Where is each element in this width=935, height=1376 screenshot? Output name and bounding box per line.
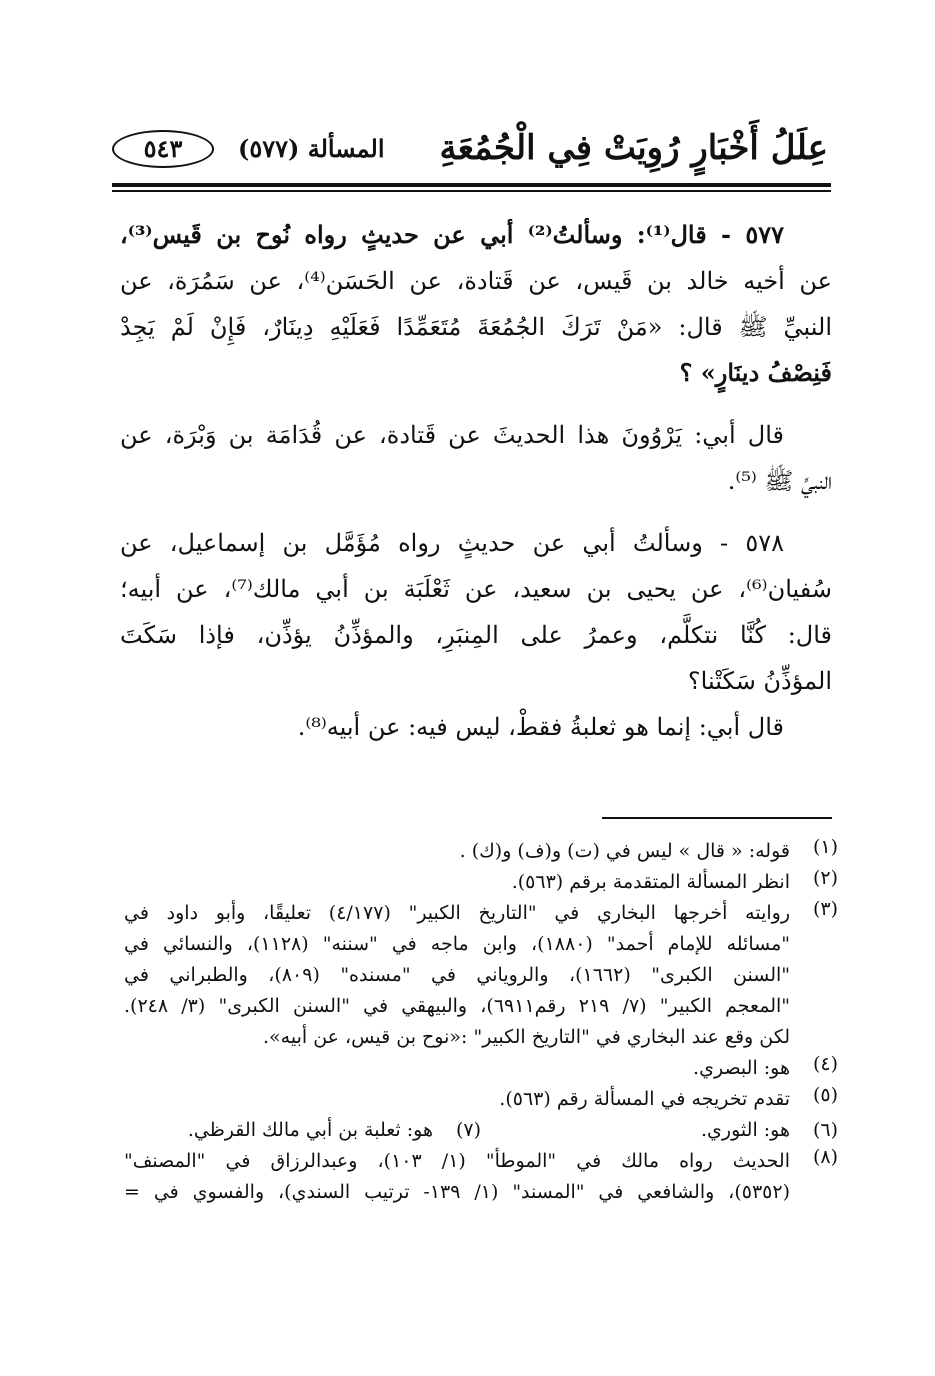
footnote-separator — [602, 817, 832, 819]
footnote-line: تقدم تخريجه في المسألة رقم (٥٦٣). — [499, 1088, 790, 1110]
footnote-line: "مسائله للإمام أحمد" (١٨٨٠)، وابن ماجه في "سننه" (١١٢٨)، والنسائي في — [124, 933, 790, 955]
footnote-line: انظر المسألة المتقدمة برقم (٥٦٣). — [511, 871, 790, 893]
footnote-number: (٦) — [812, 1119, 838, 1141]
paragraph-578-answer — [120, 704, 832, 750]
paragraph-577 — [120, 212, 832, 396]
paragraph-578 — [120, 520, 832, 704]
footnote-3 — [124, 898, 838, 1053]
footnote-1 — [124, 836, 838, 867]
footnote-line: "المعجم الكبير" (٧/ ٢١٩ رقم٦٩١١)، والبيهقي في "السنن الكبرى" (٣/ ٢٤٨). — [124, 995, 790, 1017]
issue-label: المسألة (٥٧٧) — [238, 134, 385, 163]
footnotes-6-7 — [124, 1115, 838, 1146]
footnote-7 — [124, 1115, 481, 1146]
text-line: النبيِّ ﷺ قال: «مَنْ تَرَكَ الجُمُعَةَ مُتَعَمِّدًا فَعَلَيْهِ دِينَارٌ، فَإِنْ لَمْ يَجِدْ — [120, 313, 832, 341]
header-rule-thick — [112, 183, 831, 187]
footnote-8 — [124, 1146, 838, 1208]
footnote-number: (٣) — [812, 898, 838, 920]
text-line: عن أخيه خالد بن قَيس، عن قَتادة، عن الحَسَن⁽⁴⁾، عن سَمُرَة، عن — [120, 267, 832, 295]
text-line: ٥٧٧ - قال⁽¹⁾: وسألتُ⁽²⁾ أبي عن حديثٍ رواه نُوح بن قَيس⁽³⁾، — [120, 220, 785, 249]
footnote-5 — [124, 1084, 838, 1115]
text-line: النبيِّ ﷺ ⁽⁵⁾. — [727, 467, 832, 495]
page-header — [110, 122, 828, 176]
footnote-line: الحديث رواه مالك في "الموطأ" (١/ ١٠٣)، وعبدالرزاق في "المصنف" — [124, 1150, 790, 1172]
text-line: ٥٧٨ - وسألتُ أبي عن حديثٍ رواه مُؤَمَّل بن إسماعيل، عن — [120, 529, 784, 557]
footnote-2 — [124, 867, 838, 898]
paragraph-577-answer — [120, 412, 832, 504]
page-number: ٥٤٣ — [112, 130, 214, 168]
footnotes — [124, 836, 838, 1208]
footnote-line: (٥٣٥٢)، والشافعي في "المسند" (١/ ١٣٩- ترتيب السندي)، والفسوي في = — [124, 1181, 790, 1203]
text-line: فَنِصْفُ دينَارٍ» ؟ — [679, 358, 832, 387]
main-text — [120, 212, 832, 750]
footnote-number: (٧) — [455, 1119, 481, 1141]
footnote-number: (١) — [812, 836, 838, 858]
footnote-number: (٢) — [812, 867, 838, 889]
footnote-4 — [124, 1053, 838, 1084]
footnote-line: هو: البصري. — [693, 1057, 790, 1079]
footnote-line: هو: ثعلبة بن أبي مالك القرظي. — [187, 1119, 433, 1141]
book-title: عِلَلُ أَخْبَارٍ رُوِيَتْ فِي الْجُمُعَةِ — [439, 128, 828, 168]
text-line: المؤذِّنُ سَكَتْنا؟ — [687, 667, 832, 695]
footnote-line: "السنن الكبرى" (١٦٦٢)، والروياني في "مسنده" (٨٠٩)، والطبراني في — [124, 964, 790, 986]
footnote-line: هو: الثوري. — [701, 1119, 790, 1141]
text-line: قال أبي: إنما هو ثعلبةُ فقطْ، ليس فيه: عن أبيه⁽⁸⁾. — [297, 713, 784, 741]
header-rule-thin — [112, 190, 831, 192]
footnote-line: قوله: « قال » ليس في (ت) و(ف) و(ك) . — [459, 840, 790, 862]
footnote-number: (٨) — [812, 1146, 838, 1168]
footnote-number: (٤) — [812, 1053, 838, 1075]
text-line: قال: كُنَّا نتكلَّم، وعمرُ على المِنبَرِ، والمؤذِّنُ يؤذِّن، فإذا سَكَتَ — [120, 621, 832, 649]
text-line: قال أبي: يَرْوُونَ هذا الحديثَ عن قَتادة، عن قُدَامَة بن وَبْرَة، عن — [120, 421, 784, 449]
footnote-number: (٥) — [812, 1084, 838, 1106]
footnote-line: لكن وقع عند البخاري في "التاريخ الكبير" :«نوح بن قيس، عن أبيه». — [263, 1026, 790, 1048]
footnote-line: روايته أخرجها البخاري في "التاريخ الكبير" (٤/١٧٧) تعليقًا، وأبو داود في — [124, 902, 790, 924]
text-line: سُفيان⁽⁶⁾، عن يحيى بن سعيد، عن ثَعْلَبَة بن أبي مالك⁽⁷⁾، عن أبيه؛ — [120, 575, 832, 603]
footnote-6 — [481, 1115, 838, 1146]
